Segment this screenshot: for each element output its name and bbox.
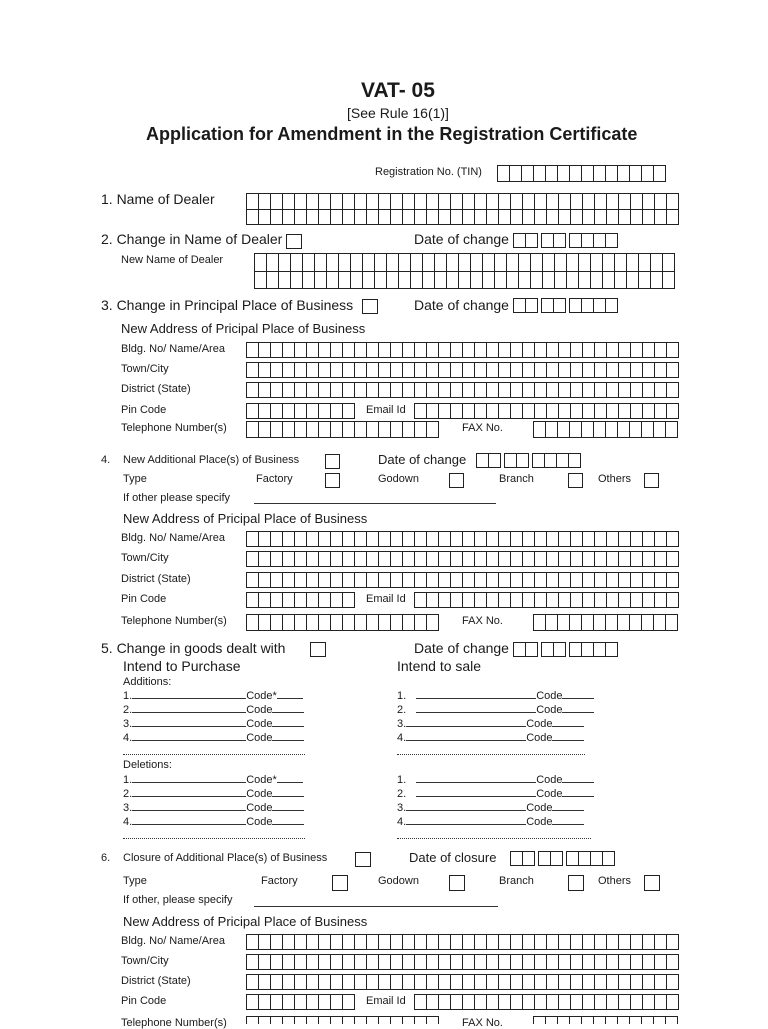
address-heading: New Address of Pricipal Place of Business (121, 321, 366, 336)
type-label: Type (123, 875, 147, 887)
pin-input[interactable] (246, 592, 355, 608)
bldg-input[interactable] (246, 934, 679, 950)
pin-input[interactable] (246, 994, 355, 1010)
fax-input[interactable] (533, 421, 678, 438)
list-item[interactable]: 4. Code (397, 731, 594, 745)
specify-label: If other please specify (123, 492, 231, 504)
branch-label: Branch (499, 473, 534, 485)
email-label: Email Id (366, 593, 406, 605)
bldg-label: Bldg. No/ Name/Area (121, 343, 225, 355)
list-item[interactable]: 1. Code (397, 689, 594, 703)
town-label: Town/City (121, 955, 169, 967)
date-of-change-input[interactable] (476, 453, 581, 468)
bldg-input[interactable] (246, 531, 679, 547)
section-4-number: 4. (101, 454, 111, 466)
tel-label: Telephone Number(s) (121, 1017, 227, 1029)
section-6-number: 6. (101, 852, 111, 864)
bldg-label: Bldg. No/ Name/Area (121, 532, 225, 544)
purchase-deletions-list (123, 773, 305, 843)
fax-input[interactable] (533, 614, 678, 631)
new-name-input[interactable] (254, 253, 675, 289)
list-item[interactable]: 3. Code (123, 801, 305, 815)
change-principal-place-label: 3. Change in Principal Place of Business (101, 297, 354, 313)
new-additional-place-checkbox[interactable] (325, 454, 340, 469)
list-item[interactable]: 1. Code* (123, 773, 305, 787)
extra-line[interactable] (123, 830, 305, 839)
tel-label: Telephone Number(s) (121, 422, 227, 434)
factory-label: Factory (256, 473, 293, 485)
change-name-checkbox[interactable] (286, 234, 302, 249)
page-title: Application for Amendment in the Registration Certificate (146, 124, 638, 144)
godown-label: Godown (378, 875, 419, 887)
purchase-additions-list (123, 689, 305, 759)
intend-purchase-label: Intend to Purchase (123, 658, 241, 674)
tel-input[interactable] (246, 1016, 439, 1024)
rule-reference: [See Rule 16(1)] (347, 105, 449, 121)
form-number: VAT- 05 (361, 79, 435, 102)
list-item[interactable]: 3. Code (123, 717, 305, 731)
deletions-label: Deletions: (123, 759, 172, 771)
godown-checkbox[interactable] (449, 875, 465, 891)
tin-input[interactable] (497, 165, 666, 182)
district-label: District (State) (121, 383, 191, 395)
address-heading: New Address of Pricipal Place of Business (123, 914, 368, 929)
date-of-change-label: Date of change (414, 640, 509, 656)
town-label: Town/City (121, 363, 169, 375)
godown-checkbox[interactable] (449, 473, 464, 488)
change-goods-label: 5. Change in goods dealt with (101, 640, 286, 656)
closure-label: Closure of Additional Place(s) of Business (123, 852, 328, 864)
extra-line[interactable] (123, 746, 305, 755)
list-item[interactable]: 1. Code (397, 773, 594, 787)
list-item[interactable]: 2. Code (397, 703, 594, 717)
closure-checkbox[interactable] (355, 852, 371, 867)
date-of-change-label: Date of change (414, 231, 509, 247)
district-input[interactable] (246, 382, 679, 398)
fax-label: FAX No. (462, 422, 503, 434)
branch-checkbox[interactable] (568, 875, 584, 891)
list-item[interactable]: 3. Code (397, 801, 594, 815)
district-input[interactable] (246, 974, 679, 990)
bldg-label: Bldg. No/ Name/Area (121, 935, 225, 947)
date-of-change-input[interactable] (513, 298, 618, 313)
town-input[interactable] (246, 954, 679, 970)
email-input[interactable] (414, 592, 679, 608)
pin-input[interactable] (246, 403, 355, 419)
extra-line[interactable] (397, 830, 591, 839)
list-item[interactable]: 2. Code (123, 787, 305, 801)
others-label: Others (598, 875, 632, 887)
others-checkbox[interactable] (644, 473, 659, 488)
district-label: District (State) (121, 975, 191, 987)
tin-label: Registration No. (TIN) (375, 166, 482, 178)
change-name-label: 2. Change in Name of Dealer (101, 231, 283, 247)
factory-label: Factory (261, 875, 298, 887)
list-item[interactable]: 4. Code (123, 815, 305, 829)
others-label: Others (598, 473, 632, 485)
change-goods-checkbox[interactable] (310, 642, 326, 657)
town-label: Town/City (121, 552, 169, 564)
tel-input[interactable] (246, 421, 439, 438)
new-additional-place-label: New Additional Place(s) of Business (123, 454, 300, 466)
tel-input[interactable] (246, 614, 439, 631)
list-item[interactable]: 2. Code (397, 787, 594, 801)
town-input[interactable] (246, 551, 679, 567)
date-of-change-label: Date of change (414, 297, 509, 313)
intend-sale-label: Intend to sale (397, 658, 482, 674)
specify-input[interactable] (254, 897, 498, 907)
factory-checkbox[interactable] (332, 875, 348, 891)
dealer-name-input[interactable] (246, 193, 679, 225)
pin-label: Pin Code (121, 404, 167, 416)
change-principal-place-checkbox[interactable] (362, 299, 378, 314)
extra-line[interactable] (397, 746, 585, 755)
pin-label: Pin Code (121, 593, 167, 605)
type-label: Type (123, 473, 147, 485)
list-item[interactable]: 1. Code* (123, 689, 305, 703)
email-input[interactable] (414, 994, 679, 1010)
district-label: District (State) (121, 573, 191, 585)
district-input[interactable] (246, 572, 679, 588)
date-of-closure-input[interactable] (510, 851, 615, 866)
fax-label: FAX No. (462, 615, 503, 627)
email-label: Email Id (366, 995, 406, 1007)
date-of-change-label: Date of change (378, 452, 467, 467)
tel-label: Telephone Number(s) (121, 615, 227, 627)
branch-checkbox[interactable] (568, 473, 583, 488)
date-of-change-input[interactable] (513, 233, 618, 248)
list-item[interactable]: 4. Code (123, 731, 305, 745)
list-item[interactable]: 3. Code (397, 717, 594, 731)
list-item[interactable]: 4. Code (397, 815, 594, 829)
bldg-input[interactable] (246, 342, 679, 358)
new-name-label: New Name of Dealer (121, 254, 224, 266)
date-of-change-input[interactable] (513, 642, 618, 657)
specify-input[interactable] (254, 494, 496, 504)
email-input[interactable] (414, 403, 679, 419)
town-input[interactable] (246, 362, 679, 378)
specify-label: If other, please specify (123, 894, 233, 906)
factory-checkbox[interactable] (325, 473, 340, 488)
list-item[interactable]: 2. Code (123, 703, 305, 717)
fax-input[interactable] (533, 1016, 678, 1024)
address-heading: New Address of Pricipal Place of Business (123, 511, 368, 526)
fax-label: FAX No. (462, 1017, 503, 1029)
sale-deletions-list (397, 773, 594, 843)
date-of-closure-label: Date of closure (409, 850, 497, 865)
godown-label: Godown (378, 473, 419, 485)
others-checkbox[interactable] (644, 875, 660, 891)
pin-label: Pin Code (121, 995, 167, 1007)
dealer-name-label: 1. Name of Dealer (101, 191, 215, 207)
email-label: Email Id (366, 404, 406, 416)
branch-label: Branch (499, 875, 534, 887)
additions-label: Additions: (123, 676, 172, 688)
sale-additions-list (397, 689, 594, 759)
